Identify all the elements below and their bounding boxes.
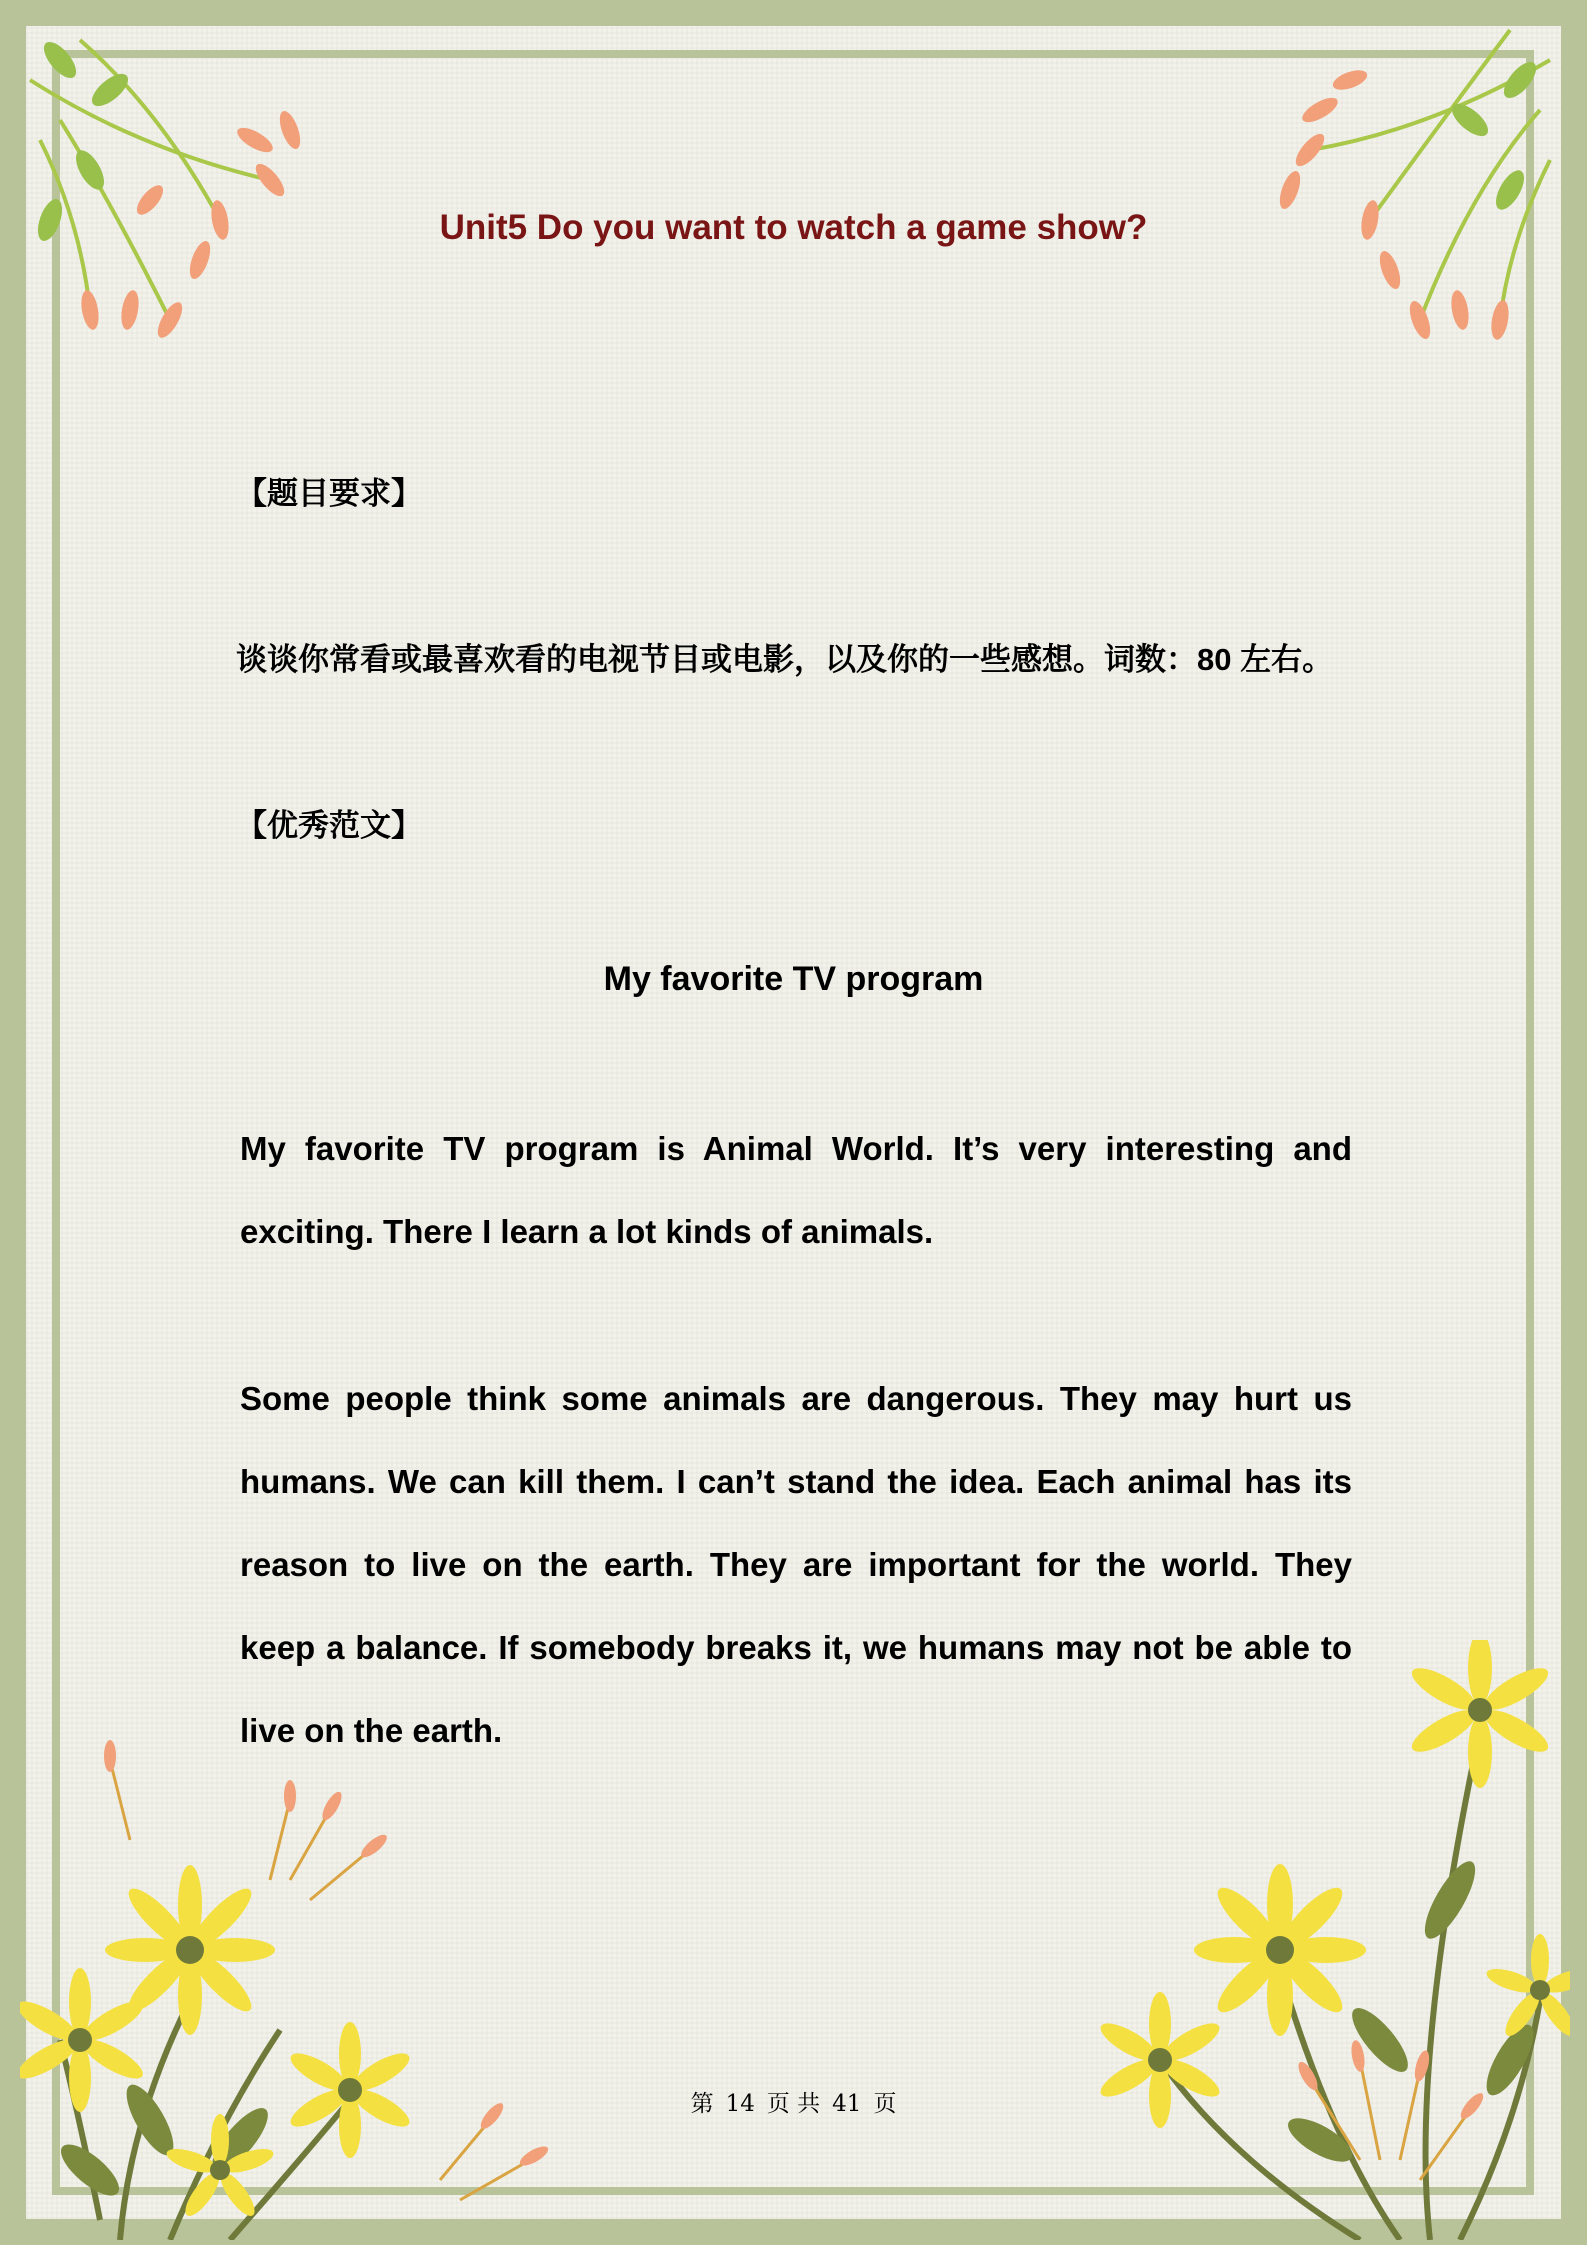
requirement-text: 谈谈你常看或最喜欢看的电视节目或电影，以及你的一些感想。词数：80 左右。 xyxy=(236,642,1334,677)
footer-middle: 页 共 xyxy=(766,2091,821,2117)
footer-prefix: 第 xyxy=(690,2091,714,2117)
floral-decoration-top-left xyxy=(20,20,320,350)
document-title: Unit5 Do you want to watch a game show? xyxy=(439,208,1148,247)
page-footer xyxy=(0,2085,1587,2118)
essay-title: My favorite TV program xyxy=(603,960,984,998)
page-number: 14 xyxy=(725,2091,755,2117)
floral-decoration-top-right xyxy=(1250,20,1560,340)
requirement-heading: 【题目要求】 xyxy=(236,476,422,511)
footer-suffix: 页 xyxy=(873,2091,897,2117)
floral-decoration-bottom-left xyxy=(20,1700,640,2240)
essay-paragraph-2: Some people think some animals are dangerous. They may hurt us humans. We can kill them. I can’t stand the idea. Each animal has its reason to live on the earth. They are important for the world. They keep a balance. If somebody breaks it, we humans may not be able to live on the earth. xyxy=(240,1380,1352,1749)
essay-paragraph-1: My favorite TV program is Animal World. It’s very interesting and exciting. There I learn a lot kinds of animals. xyxy=(240,1130,1352,1250)
sample-essay-heading: 【优秀范文】 xyxy=(236,808,422,843)
page-total: 41 xyxy=(832,2091,862,2117)
